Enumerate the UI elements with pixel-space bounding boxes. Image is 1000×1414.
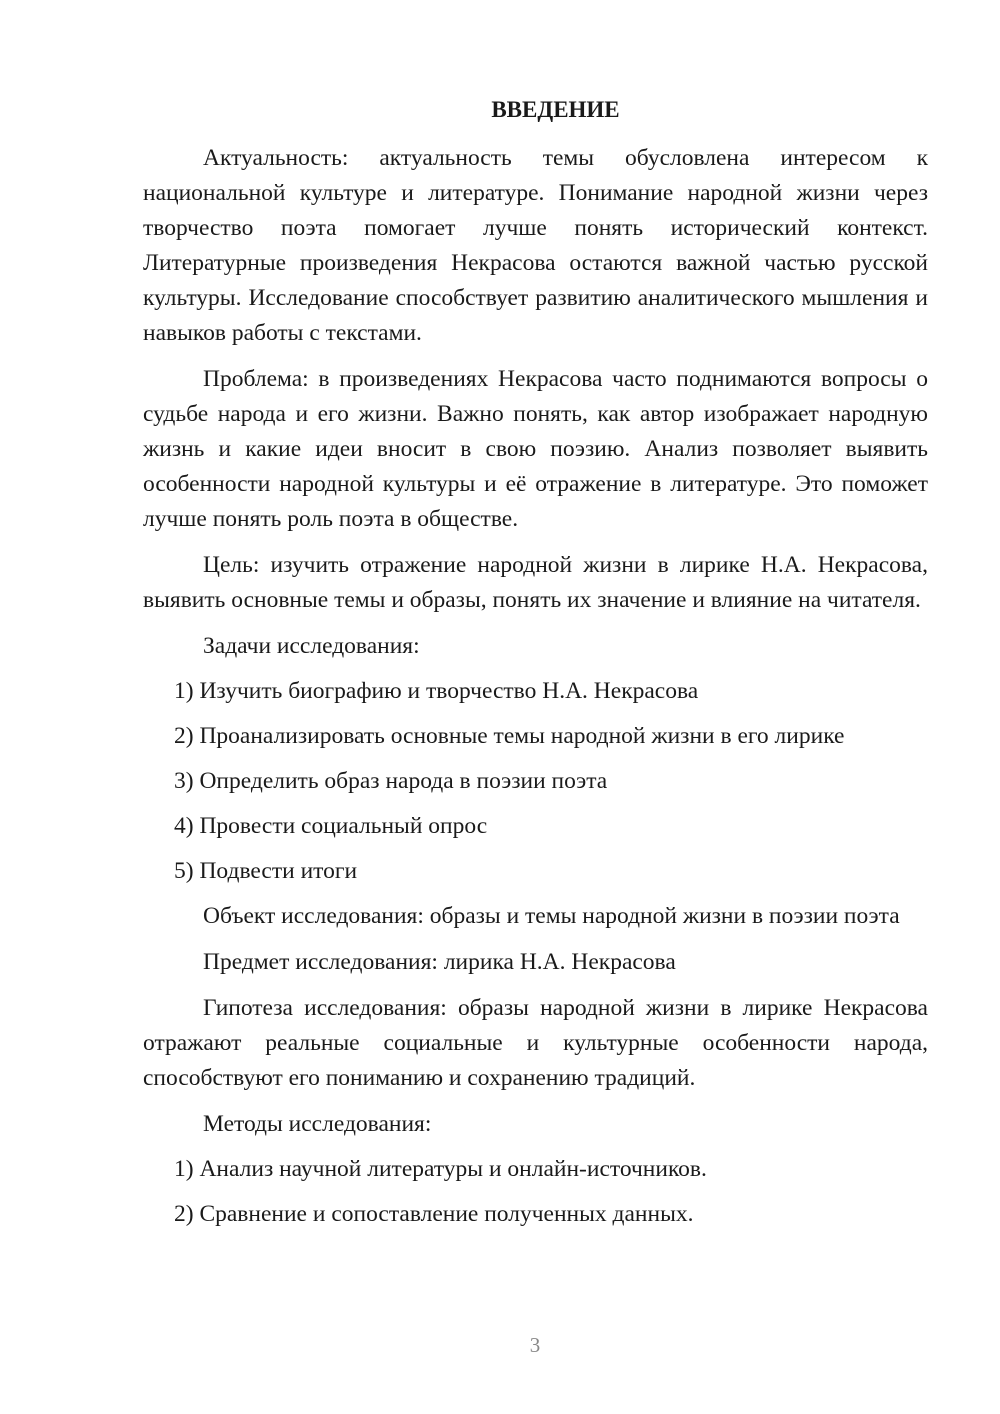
methods-list (143, 1152, 928, 1232)
goal-paragraph: Цель: изучить отражение народной жизни в лирике Н.А. Некрасова, выявить основные темы и образы, понять их значение и влияние на читателя. (143, 552, 928, 613)
hypothesis-paragraph: Гипотеза исследования: образы народной жизни в лирике Некрасова отражают реальные социальные и культурные особенности народа, способствуют его пониманию и сохранению традиций. (143, 995, 928, 1091)
methods-heading: Методы исследования: (203, 1111, 432, 1137)
list-item: 4) Провести социальный опрос (174, 813, 488, 839)
relevance-paragraph: Актуальность: актуальность темы обусловлена интересом к национальной культуре и литературе. Понимание народной жизни через творчество поэта помогает лучше понять исторический контекст. Литературные произведения Некрасова остаются важной частью русской культуры. Исследование способствует развитию аналитического мышления и навыков работы с текстами. (143, 145, 928, 346)
tasks-heading: Задачи исследования: (203, 633, 420, 659)
page-content (143, 92, 928, 1242)
list-item: 2) Проанализировать основные темы народной жизни в его лирике (174, 723, 845, 749)
section-title: ВВЕДЕНИЕ (491, 97, 620, 122)
list-item: 2) Сравнение и сопоставление полученных данных. (174, 1201, 694, 1227)
problem-paragraph: Проблема: в произведениях Некрасова часто поднимаются вопросы о судьбе народа и его жизни. Важно понять, как автор изображает народную жизнь и какие идеи вносит в свою поэзию. Анализ позволяет выявить особенности народной культуры и её отражение в литературе. Это поможет лучше понять роль поэта в обществе. (143, 366, 928, 532)
subject-paragraph: Предмет исследования: лирика Н.А. Некрасова (203, 949, 676, 975)
object-paragraph: Объект исследования: образы и темы народной жизни в поэзии поэта (203, 903, 900, 929)
list-item: 5) Подвести итоги (174, 858, 358, 884)
list-item: 1) Анализ научной литературы и онлайн-источников. (174, 1156, 707, 1182)
list-item: 1) Изучить биографию и творчество Н.А. Некрасова (174, 678, 699, 704)
page-number: 3 (529, 1333, 541, 1357)
tasks-list (143, 674, 928, 889)
list-item: 3) Определить образ народа в поэзии поэта (174, 768, 608, 794)
